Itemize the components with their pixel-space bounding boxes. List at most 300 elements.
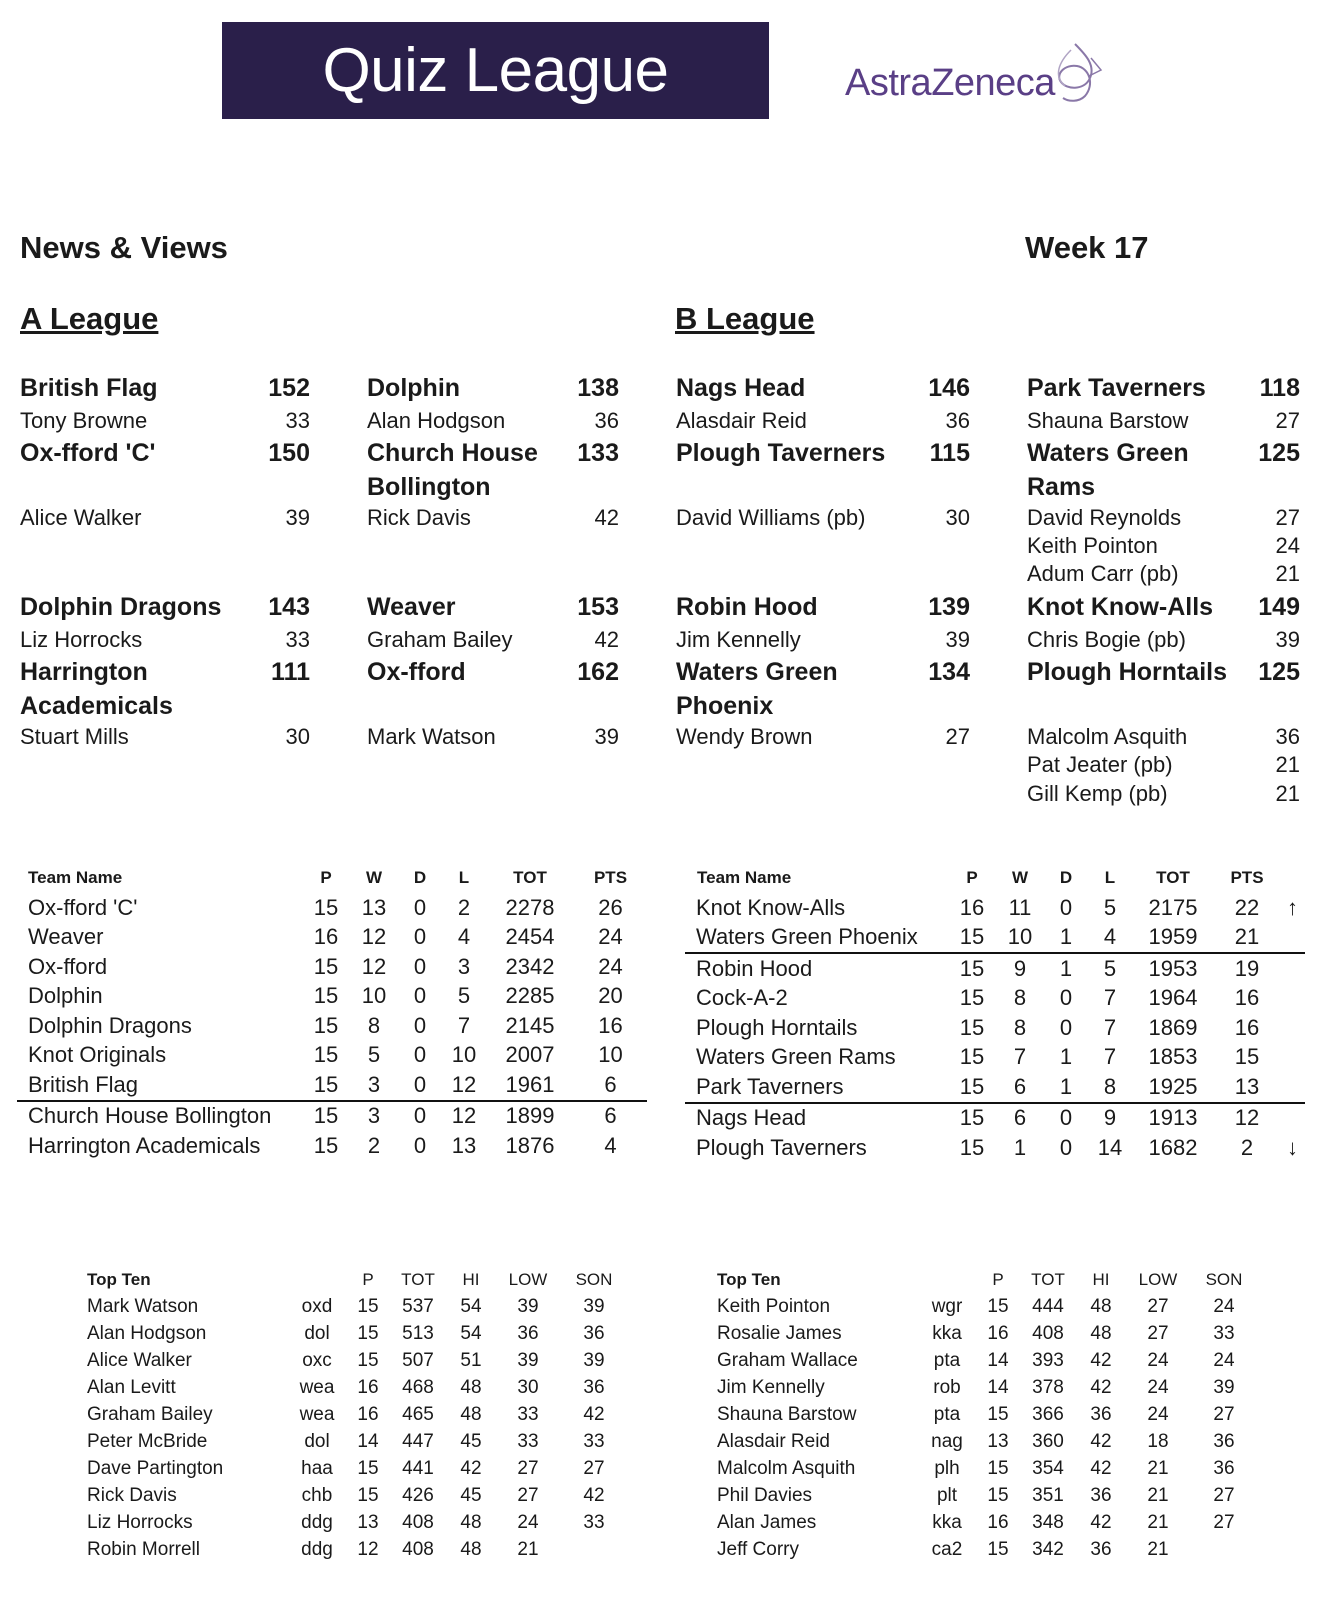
stat-cell: 21: [1147, 1511, 1169, 1533]
col-header: SON: [575, 1269, 613, 1289]
week-label: Week 17: [1025, 230, 1149, 265]
team-name-cell: Cock-A-2: [696, 985, 788, 1011]
stat-cell: 9: [1013, 955, 1027, 981]
player-name-cell: Graham Wallace: [717, 1349, 858, 1371]
stat-cell: 48: [460, 1511, 482, 1533]
match-player: Alan Hodgson: [367, 408, 506, 433]
table-row: [17, 952, 647, 982]
stat-cell: 21: [517, 1538, 539, 1560]
match-team: Robin Hood: [676, 593, 818, 621]
col-header: Team Name: [28, 868, 123, 887]
table-header-row: [17, 863, 647, 893]
match-player: Jim Kennelly: [676, 627, 801, 652]
stat-cell: 513: [402, 1322, 434, 1344]
arrow-cell: [1280, 1013, 1305, 1043]
relegation-arrow-icon: ↓: [1287, 1134, 1298, 1160]
stat-cell: 24: [598, 924, 623, 950]
quiz-league-banner: Quiz League: [222, 22, 769, 119]
match-player: Mark Watson: [367, 724, 496, 749]
player-name-cell: Dave Partington: [87, 1457, 224, 1479]
astrazeneca-logo: [845, 40, 1105, 110]
stat-cell: 27: [517, 1484, 539, 1506]
match-player: Shauna Barstow: [1027, 408, 1189, 433]
stat-cell: 48: [460, 1403, 482, 1425]
player-name-cell: Alice Walker: [87, 1349, 192, 1371]
astrazeneca-mark-icon: [1045, 40, 1107, 108]
table-row: [17, 1101, 647, 1132]
team-code-cell: nag: [931, 1430, 963, 1452]
stat-cell: 36: [1090, 1403, 1112, 1425]
stat-cell: 2285: [505, 983, 555, 1009]
stat-cell: 15: [987, 1484, 1009, 1506]
match-player: Keith Pointon: [1027, 533, 1158, 558]
match-player: Chris Bogie (pb): [1027, 627, 1186, 652]
stat-cell: 8: [1088, 1072, 1132, 1103]
stat-cell: 7: [457, 1012, 471, 1038]
team-code-cell: kka: [932, 1511, 962, 1533]
match-team: Dolphin Dragons: [20, 593, 222, 621]
table-row: [717, 1536, 1257, 1563]
stat-cell: 42: [583, 1484, 605, 1506]
player-name-cell: Alan Hodgson: [87, 1322, 207, 1344]
stat-cell: 7: [1013, 1044, 1027, 1070]
col-header: TOT: [401, 1269, 435, 1289]
match-player: Alasdair Reid: [676, 408, 807, 433]
player-name-cell: Mark Watson: [87, 1295, 199, 1317]
team-name-cell: Dolphin Dragons: [28, 1012, 192, 1038]
team-name-cell: Waters Green Rams: [696, 1044, 896, 1070]
team-name-cell: Robin Hood: [696, 955, 813, 981]
stat-cell: 15: [313, 953, 339, 979]
stat-cell: 342: [1032, 1538, 1064, 1560]
stat-cell: 2175: [1148, 894, 1198, 920]
team-name-cell: Ox-fford: [28, 953, 108, 979]
stat-cell: 426: [402, 1484, 434, 1506]
stat-cell: 360: [1032, 1430, 1064, 1452]
stat-cell: 3: [457, 953, 471, 979]
table-row: [685, 1103, 1305, 1134]
stat-cell: 13: [987, 1430, 1009, 1452]
player-name-cell: Malcolm Asquith: [717, 1457, 856, 1479]
stat-cell: 27: [1147, 1322, 1169, 1344]
stat-cell: 15: [1234, 1044, 1260, 1070]
stat-cell: 15: [357, 1295, 379, 1317]
stat-cell: 2: [367, 1132, 381, 1158]
match-player-score: 36: [1275, 724, 1300, 749]
team-name-cell: Weaver: [28, 924, 104, 950]
stat-cell: 13: [451, 1132, 477, 1158]
col-header: LOW: [1138, 1269, 1178, 1289]
stat-cell: 10: [361, 983, 387, 1009]
stat-cell: 42: [1090, 1511, 1112, 1533]
player-name-cell: Rosalie James: [717, 1322, 842, 1344]
match-player-score: 27: [1275, 505, 1300, 530]
stat-cell: 42: [1090, 1349, 1112, 1371]
arrow-cell: [1280, 1072, 1305, 1103]
table-row: [17, 982, 647, 1012]
stat-cell: 19: [1234, 955, 1260, 981]
stat-cell: 36: [517, 1322, 539, 1344]
player-name-cell: Alan James: [717, 1511, 817, 1533]
stat-cell: 408: [402, 1538, 434, 1560]
col-header: W: [1011, 868, 1029, 887]
match-team-score: 152: [268, 374, 310, 402]
stat-cell: 24: [1213, 1295, 1235, 1317]
stat-cell: 39: [517, 1349, 539, 1371]
stat-cell: 348: [1032, 1511, 1064, 1533]
stat-cell: 42: [1090, 1457, 1112, 1479]
match-player-score: 21: [1275, 752, 1300, 777]
match-team-line2: Phoenix: [676, 692, 774, 720]
table-row: [717, 1455, 1257, 1482]
stat-cell: 12: [442, 1070, 486, 1101]
stat-cell: 0: [1059, 1105, 1073, 1131]
match-team-line2: Academicals: [20, 692, 173, 720]
stat-cell: 36: [583, 1322, 605, 1344]
stat-cell: 42: [460, 1457, 482, 1479]
table-row: [685, 893, 1305, 923]
col-header: D: [1059, 868, 1073, 887]
stat-cell: 36: [583, 1376, 605, 1398]
table-row: [685, 984, 1305, 1014]
col-header: P: [966, 868, 978, 887]
match-player: Stuart Mills: [20, 724, 129, 749]
col-header: L: [1104, 868, 1116, 887]
stat-cell: 42: [1090, 1430, 1112, 1452]
stat-cell: 16: [357, 1376, 379, 1398]
stat-cell: 21: [1214, 923, 1280, 954]
stat-cell: 20: [598, 983, 623, 1009]
stat-cell: 16: [598, 1012, 623, 1038]
stat-cell: 42: [583, 1403, 605, 1425]
stat-cell: 2007: [505, 1042, 555, 1068]
team-code-cell: ca2: [931, 1538, 963, 1560]
stat-cell: 1959: [1132, 923, 1214, 954]
stat-cell: 45: [460, 1484, 482, 1506]
col-header: P: [320, 868, 332, 887]
stat-cell: 0: [413, 953, 427, 979]
table-header-row: [87, 1266, 627, 1293]
stat-cell: 354: [1032, 1457, 1064, 1479]
stat-cell: [1191, 1536, 1257, 1563]
match-team: Knot Know-Alls: [1027, 593, 1214, 621]
col-header: P: [362, 1269, 374, 1289]
stat-cell: 4: [1088, 923, 1132, 954]
stat-cell: 1913: [1148, 1105, 1198, 1131]
stat-cell: 15: [987, 1457, 1009, 1479]
stat-cell: 48: [460, 1376, 482, 1398]
team-code-cell: chb: [301, 1484, 333, 1506]
match-player: Wendy Brown: [676, 724, 813, 749]
stat-cell: 14: [357, 1430, 379, 1452]
stat-cell: 0: [1059, 985, 1073, 1011]
player-name-cell: Robin Morrell: [87, 1538, 200, 1560]
stat-cell: 4: [604, 1132, 617, 1158]
stat-cell: 36: [1213, 1430, 1235, 1452]
table-row: [717, 1428, 1257, 1455]
match-player: Graham Bailey: [367, 627, 513, 652]
stat-cell: 5: [1103, 894, 1117, 920]
match-team: Plough Horntails: [1027, 658, 1227, 686]
stat-cell: 9: [1103, 1105, 1117, 1131]
team-code-cell: plt: [936, 1484, 958, 1506]
stat-cell: 408: [402, 1511, 434, 1533]
player-name-cell: Jeff Corry: [717, 1538, 800, 1560]
stat-cell: 16: [959, 894, 985, 920]
match-team-line1: Church House: [367, 439, 538, 467]
stat-cell: 465: [402, 1403, 434, 1425]
stat-cell: 5: [367, 1042, 381, 1068]
match-player-score: 36: [594, 408, 619, 433]
table-row: [87, 1482, 627, 1509]
news-views-title: News & Views: [20, 230, 228, 265]
player-name-cell: Rick Davis: [87, 1484, 177, 1506]
stat-cell: 366: [1032, 1403, 1064, 1425]
col-header: PTS: [593, 868, 628, 887]
team-code-cell: wea: [299, 1403, 335, 1425]
match-player-score: 39: [945, 627, 970, 652]
match-team-line2: Bollington: [367, 473, 491, 501]
col-header: [917, 1266, 977, 1293]
table-row: [17, 893, 647, 923]
table-row: [685, 1072, 1305, 1103]
col-header: Top Ten: [87, 1269, 151, 1289]
player-name-cell: Graham Bailey: [87, 1403, 213, 1425]
stat-cell: 1961: [486, 1070, 574, 1101]
match-team-score: 111: [271, 658, 310, 686]
stat-cell: 15: [959, 1105, 985, 1131]
match-player-score: 33: [285, 627, 310, 652]
match-team: Weaver: [367, 593, 456, 621]
stat-cell: 2278: [505, 894, 555, 920]
stat-cell: 21: [1147, 1538, 1169, 1560]
match-player-score: 21: [1275, 781, 1300, 806]
stat-cell: 468: [402, 1376, 434, 1398]
table-row: [717, 1401, 1257, 1428]
table-row: [17, 1011, 647, 1041]
stat-cell: 15: [357, 1457, 379, 1479]
team-code-cell: ddg: [301, 1511, 333, 1533]
table-row: [717, 1347, 1257, 1374]
stat-cell: 15: [313, 1042, 339, 1068]
stat-cell: 24: [1213, 1349, 1235, 1371]
match-player-score: 33: [285, 408, 310, 433]
stat-cell: 5: [457, 983, 471, 1009]
stat-cell: 2: [457, 894, 471, 920]
stat-cell: 2145: [505, 1012, 555, 1038]
team-name-cell: Plough Taverners: [696, 1134, 867, 1160]
stat-cell: 1: [1044, 923, 1088, 954]
table-row: [685, 1043, 1305, 1073]
stat-cell: 7: [1103, 985, 1117, 1011]
table-row: [87, 1401, 627, 1428]
player-name-cell: Keith Pointon: [717, 1295, 831, 1317]
stat-cell: 15: [987, 1403, 1009, 1425]
match-team-score: 143: [268, 593, 310, 621]
stat-cell: 24: [517, 1511, 539, 1533]
team-code-cell: rob: [933, 1376, 961, 1398]
logo-text: AstraZeneca: [845, 62, 1055, 104]
table-row: [87, 1347, 627, 1374]
stat-cell: 447: [402, 1430, 434, 1452]
stat-cell: 15: [987, 1295, 1009, 1317]
stat-cell: 24: [1147, 1403, 1169, 1425]
stat-cell: 6: [574, 1070, 647, 1101]
stat-cell: 1: [1013, 1134, 1027, 1160]
match-team-score: 138: [577, 374, 619, 402]
stat-cell: 1953: [1148, 955, 1198, 981]
team-name-cell: Nags Head: [696, 1105, 807, 1131]
stat-cell: 408: [1032, 1322, 1064, 1344]
stat-cell: 1876: [505, 1132, 555, 1158]
stat-cell: 1853: [1148, 1044, 1198, 1070]
stat-cell: 54: [460, 1295, 482, 1317]
stat-cell: 15: [959, 1044, 985, 1070]
table-row: [87, 1428, 627, 1455]
match-team-score: 118: [1259, 374, 1300, 402]
arrow-cell: [1280, 1043, 1305, 1073]
table-row: [717, 1293, 1257, 1320]
match-team: Dolphin: [367, 374, 461, 402]
col-header: SON: [1205, 1269, 1243, 1289]
stat-cell: 351: [1032, 1484, 1064, 1506]
match-player: David Williams (pb): [676, 505, 866, 530]
table-row: [685, 953, 1305, 984]
stat-cell: 0: [1059, 894, 1073, 920]
stat-cell: 0: [413, 983, 427, 1009]
stat-cell: 48: [460, 1538, 482, 1560]
stat-cell: 0: [413, 1103, 427, 1129]
stat-cell: 393: [1032, 1349, 1064, 1371]
team-code-cell: pta: [933, 1403, 961, 1425]
stat-cell: 7: [1103, 1014, 1117, 1040]
stat-cell: 36: [1090, 1538, 1112, 1560]
stat-cell: 27: [1213, 1484, 1235, 1506]
player-name-cell: Alan Levitt: [87, 1376, 176, 1398]
stat-cell: 441: [402, 1457, 434, 1479]
stat-cell: 378: [1032, 1376, 1064, 1398]
match-team: Nags Head: [676, 374, 806, 402]
match-player-score: 42: [594, 505, 619, 530]
stat-cell: 30: [517, 1376, 539, 1398]
player-name-cell: Alasdair Reid: [717, 1430, 830, 1452]
stat-cell: 27: [1213, 1403, 1235, 1425]
stat-cell: 11: [1008, 894, 1032, 920]
match-player-score: 39: [1275, 627, 1300, 652]
col-header: D: [413, 868, 427, 887]
team-name-cell: Plough Horntails: [696, 1014, 858, 1040]
col-header: TOT: [513, 868, 547, 887]
stat-cell: 33: [1213, 1322, 1235, 1344]
stat-cell: 0: [1059, 1134, 1073, 1160]
table-row: [717, 1320, 1257, 1347]
team-code-cell: kka: [932, 1322, 962, 1344]
match-team-score: 125: [1258, 439, 1300, 467]
match-team-line1: Waters Green: [1027, 439, 1189, 467]
match-team-line2: Rams: [1027, 473, 1096, 501]
col-header: TOT: [1031, 1269, 1065, 1289]
table-row: [685, 923, 1305, 954]
col-header: Team Name: [697, 868, 792, 887]
stat-cell: 16: [357, 1403, 379, 1425]
team-name-cell: Ox-fford 'C': [28, 894, 138, 920]
stat-cell: 15: [959, 1134, 985, 1160]
table-row: [87, 1509, 627, 1536]
arrow-cell: [1280, 1103, 1305, 1134]
stat-cell: 12: [1234, 1105, 1260, 1131]
stat-cell: 15: [959, 985, 985, 1011]
b-league-table: [685, 863, 1305, 1163]
stat-cell: 27: [1147, 1295, 1169, 1317]
match-player-score: 30: [285, 724, 310, 749]
col-header: LOW: [508, 1269, 548, 1289]
stat-cell: 18: [1147, 1430, 1169, 1452]
stat-cell: 14: [987, 1349, 1009, 1371]
match-player-score: 24: [1275, 533, 1300, 558]
match-player: Liz Horrocks: [20, 627, 143, 652]
stat-cell: 1899: [505, 1103, 555, 1129]
team-name-cell: Dolphin: [28, 983, 103, 1009]
match-player: Alice Walker: [20, 505, 142, 530]
table-row: [17, 1041, 647, 1071]
stat-cell: 27: [517, 1457, 539, 1479]
stat-cell: 33: [583, 1430, 605, 1452]
match-player: Tony Browne: [20, 408, 148, 433]
team-code-cell: pta: [933, 1349, 961, 1371]
stat-cell: 2: [1240, 1134, 1254, 1160]
table-row: [87, 1455, 627, 1482]
arrow-cell: [1280, 953, 1305, 984]
stat-cell: 3: [367, 1103, 381, 1129]
team-name-cell: British Flag: [17, 1070, 302, 1101]
stat-cell: 1: [1044, 1072, 1088, 1103]
stat-cell: 24: [1147, 1349, 1169, 1371]
player-name-cell: Phil Davies: [717, 1484, 813, 1506]
stat-cell: 24: [1147, 1376, 1169, 1398]
stat-cell: 15: [313, 1132, 339, 1158]
stat-cell: 6: [996, 1072, 1044, 1103]
stat-cell: 7: [1103, 1044, 1117, 1070]
stat-cell: 36: [1090, 1484, 1112, 1506]
match-team: British Flag: [20, 374, 158, 402]
stat-cell: 15: [948, 923, 996, 954]
match-team-score: 115: [929, 439, 970, 467]
match-player: Pat Jeater (pb): [1027, 752, 1173, 777]
col-header: PTS: [1230, 868, 1264, 887]
stat-cell: 10: [996, 923, 1044, 954]
stat-cell: 16: [987, 1322, 1009, 1344]
match-team-score: 134: [928, 658, 970, 686]
match-team-score: 139: [928, 593, 970, 621]
stat-cell: 15: [357, 1484, 379, 1506]
stat-cell: 3: [350, 1070, 398, 1101]
match-team-score: 150: [268, 439, 310, 467]
match-player-score: 27: [945, 724, 970, 749]
col-header: L: [458, 868, 470, 887]
stat-cell: 2454: [505, 924, 555, 950]
match-player-score: 21: [1275, 561, 1300, 586]
stat-cell: 6: [1013, 1105, 1027, 1131]
stat-cell: 33: [517, 1403, 539, 1425]
a-top-ten-table: [87, 1266, 627, 1563]
arrow-cell: [1280, 923, 1305, 954]
stat-cell: 15: [959, 1014, 985, 1040]
stat-cell: 54: [460, 1322, 482, 1344]
stat-cell: 1: [1059, 955, 1073, 981]
stat-cell: 15: [987, 1538, 1009, 1560]
match-team-score: 133: [577, 439, 619, 467]
stat-cell: 15: [313, 1012, 339, 1038]
